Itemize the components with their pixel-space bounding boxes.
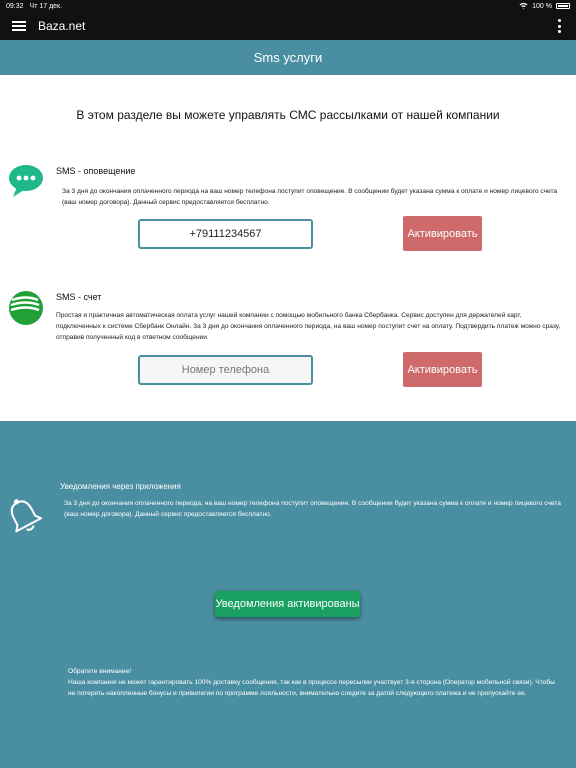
battery-icon <box>556 3 570 9</box>
bell-icon <box>4 496 44 536</box>
page-title: Sms услуги <box>253 50 323 65</box>
more-icon[interactable] <box>557 19 561 33</box>
app-bar <box>0 12 576 40</box>
notice-block <box>68 666 563 699</box>
sms-notification-title: SMS - оповещение <box>56 166 136 176</box>
wifi-icon <box>519 2 528 11</box>
sms-invoice-description: Простая и практичная автоматическая оплата услуг нашей компании с помощью мобильного банка Сбербанка. Сервис доступен для держателей карт, подключенных к системе Сбербанк Онлайн. За 3 дня до окончания оплаченного периода, на ваш номер поступит счет на оплату. Подтвердить платеж можно сразу, отправив полученный код в ответном сообщении. <box>56 312 561 341</box>
push-title: Уведомления через приложения <box>60 482 181 491</box>
status-time: 09:32 <box>6 2 24 10</box>
notice-heading: Обратите внимание! <box>68 668 132 675</box>
phone-field-invoice[interactable] <box>138 355 313 385</box>
push-notifications-section <box>0 421 576 768</box>
page-header <box>0 40 576 75</box>
menu-icon[interactable] <box>12 21 26 31</box>
activate-notification-button[interactable]: Активировать <box>403 216 482 251</box>
push-description: За 3 дня до окончания оплаченного периода, на ваш номер телефона поступит оповещение. В сообщении будет указана сумма к оплате и номер лицевого счета (ваш номер договора). Данный сервис предоставляется бесплатно. <box>64 500 561 518</box>
battery-level: 100 % <box>532 2 552 10</box>
app-title: Baza.net <box>38 19 86 33</box>
status-bar <box>0 0 576 12</box>
notifications-activated-button[interactable]: Уведомления активированы <box>215 591 360 617</box>
notice-text: Наша компания не может гарантировать 100% доставку сообщения, так как в процессе пересылки участвует 3-я сторона (Оператор мобильной связи). Чтобы не потерять накопленные бонусы и привилегии по программе лояльности, внимательно следите за датой следующего платежа и не пропускайте ее. <box>68 679 555 697</box>
sms-notification-description: За 3 дня до окончания оплаченного периода на ваш номер телефона поступит оповещение. В сообщении будет указана сумма к оплате и номер лицевого счета (ваш номер договора). Данный сервис предоставляется бесплатно. <box>62 188 558 206</box>
status-date: Чт 17 дек. <box>29 2 63 10</box>
sms-invoice-title: SMS - счет <box>56 292 102 302</box>
activate-invoice-button[interactable]: Активировать <box>403 352 482 387</box>
phone-field-notification[interactable] <box>138 219 313 249</box>
chat-bubble-icon <box>8 163 44 199</box>
intro-text: В этом разделе вы можете управлять СМС рассылками от нашей компании <box>76 108 500 122</box>
sberbank-logo-icon <box>8 290 44 326</box>
